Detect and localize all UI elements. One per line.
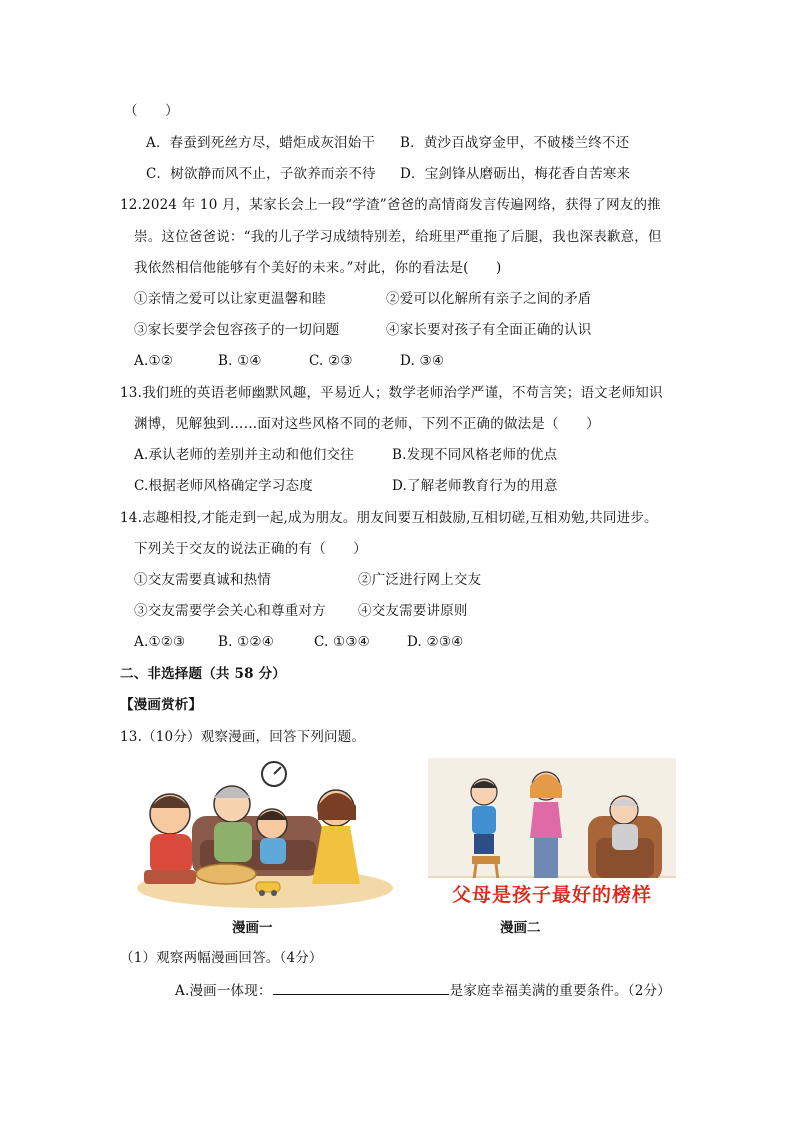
q14-statement-3: ③交友需要学会关心和尊重对方 [134, 603, 326, 619]
q12-statement-4: ④家长要对孩子有全面正确的认识 [386, 322, 592, 338]
comic-2-image [428, 758, 676, 910]
q13-option-a: A.承认老师的差别并主动和他们交往 [134, 447, 354, 463]
comic-1-image [134, 758, 396, 908]
comic-2-banner-text: 父母是孩子最好的榜样 [451, 884, 652, 906]
q13-option-c: C.根据老师风格确定学习态度 [134, 478, 313, 494]
q13-comic-question: 13.（10分）观察漫画，回答下列问题。 [120, 729, 366, 745]
q13-sub-1a [175, 980, 671, 1001]
q14-stem-line-1: 14.志趣相投,才能走到一起,成为朋友。朋友间要互相鼓励,互相切磋,互相劝勉,共同进步。 [120, 510, 658, 526]
q12-statement-3: ③家长要学会包容孩子的一切问题 [134, 322, 340, 338]
q11-option-b: B．黄沙百战穿金甲，不破楼兰终不还 [400, 135, 630, 151]
section-heading: 二、非选择题（共 58 分） [120, 666, 286, 682]
q13-option-b: B.发现不同风格老师的优点 [392, 447, 558, 463]
q13-sub-1a-suffix: 是家庭幸福美满的重要条件。（2分） [449, 983, 671, 999]
q14-statement-4: ④交友需要讲原则 [358, 603, 468, 619]
subsection-heading: 【漫画赏析】 [120, 697, 203, 713]
q12-statement-2: ②爱可以化解所有亲子之间的矛盾 [386, 291, 592, 307]
q14-statement-2: ②广泛进行网上交友 [358, 572, 482, 588]
q12-choice-d: D. ③④ [400, 353, 445, 369]
q14-choice-d: D. ②③④ [407, 634, 464, 650]
q11-option-a: A．春蚕到死丝方尽，蜡炬成灰泪始干 [146, 135, 376, 151]
q12-choice-b: B. ①④ [218, 353, 262, 369]
q13-stem-line-2: 渊博，见解独到……面对这些风格不同的老师，下列不正确的做法是（ ） [134, 416, 600, 432]
q14-stem-line-2: 下列关于交友的说法正确的有（ ） [134, 541, 367, 557]
answer-blank[interactable] [273, 980, 449, 995]
q14-statement-1: ①交友需要真诚和热情 [134, 572, 271, 588]
q13-stem-line-1: 13.我们班的英语老师幽默风趣，平易近人；数学老师治学严谨，不苟言笑；语文老师知识 [120, 385, 663, 401]
q11-option-d: D．宝剑锋从磨砺出，梅花香自苦寒来 [400, 166, 631, 182]
q12-stem-line-3: 我依然相信他能够有个美好的未来。”对此，你的看法是( ) [134, 260, 502, 276]
q13-sub-1: （1）观察两幅漫画回答。（4分） [120, 950, 323, 966]
q11-stem-tail: （ ） [124, 103, 179, 119]
q12-stem-line-1: 12.2024 年 10 月，某家长会上一段“学渣”爸爸的高情商发言传遍网络，获得了网友的推 [120, 197, 661, 213]
q12-stem-line-2: 崇。这位爸爸说：“我的儿子学习成绩特别差，给班里严重拖了后腿，我也深表歉意，但 [134, 229, 662, 245]
comic-2-caption: 漫画二 [500, 920, 541, 936]
q11-option-c: C．树欲静而风不止，子欲养而亲不待 [146, 166, 376, 182]
q14-choice-a: A.①②③ [134, 634, 186, 650]
q12-choice-c: C. ②③ [309, 353, 353, 369]
q13-sub-1a-prefix: A.漫画一体现： [175, 983, 272, 999]
q12-statement-1: ①亲情之爱可以让家更温馨和睦 [134, 291, 326, 307]
q14-choice-c: C. ①③④ [314, 634, 370, 650]
q12-choice-a: A.①② [134, 353, 174, 369]
q13-option-d: D.了解老师教育行为的用意 [392, 478, 558, 494]
comic-1-caption: 漫画一 [232, 920, 273, 936]
q14-choice-b: B. ①②④ [218, 634, 275, 650]
